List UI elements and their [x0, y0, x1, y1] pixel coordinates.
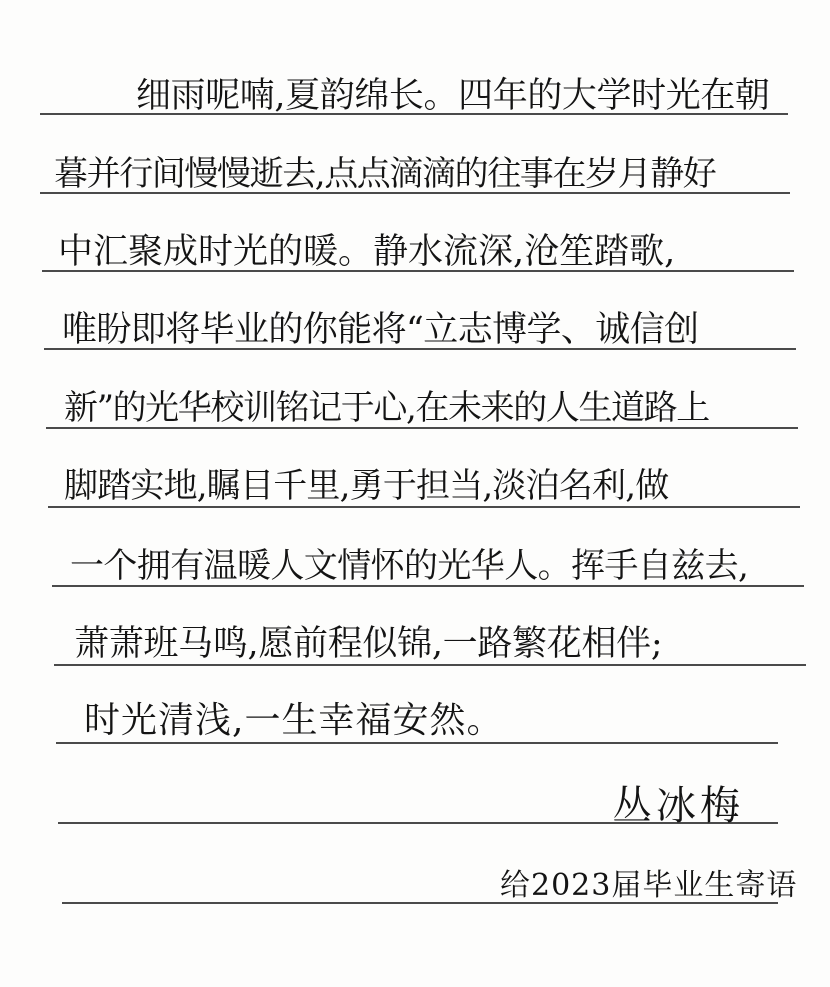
caption: 给2023届毕业生寄语	[500, 868, 798, 903]
letter-line-5: 新”的光华校训铭记于心,在未来的人生道路上	[64, 388, 709, 428]
letter-line-9: 时光清浅,一生幸福安然。	[84, 700, 504, 741]
letter-line-7: 一个拥有温暖人文情怀的光华人。挥手自兹去,	[70, 546, 749, 586]
signature: 丛冰梅	[612, 783, 744, 829]
letter-line-8: 萧萧班马鸣,愿前程似锦,一路繁花相伴;	[74, 624, 663, 664]
letter-line-3: 中汇聚成时光的暖。静水流深,沧笙踏歌,	[58, 232, 676, 272]
letter-line-2: 暮并行间慢慢逝去,点点滴滴的往事在岁月静好	[54, 154, 716, 194]
letter-line-1: 细雨呢喃,夏韵绵长。四年的大学时光在朝	[136, 76, 770, 116]
letter-line-6: 脚踏实地,瞩目千里,勇于担当,淡泊名利,做	[64, 466, 669, 506]
letter-line-4: 唯盼即将毕业的你能将“立志博学、诚信创	[62, 310, 699, 350]
